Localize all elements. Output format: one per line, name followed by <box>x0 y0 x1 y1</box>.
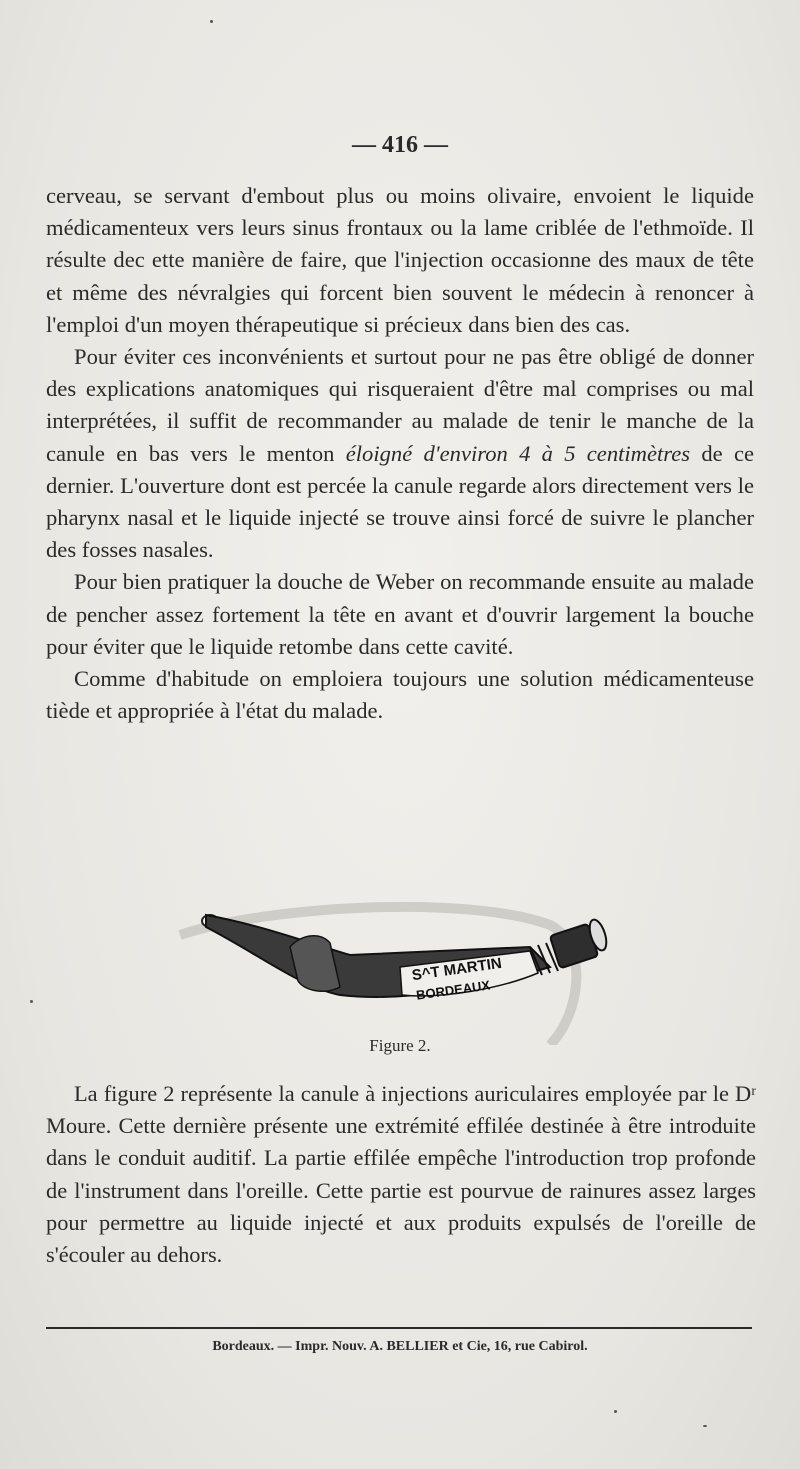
paragraph-2 <box>46 341 754 566</box>
paper-speck <box>703 1425 707 1427</box>
engraving-bordeaux: BORDEAUX <box>415 977 491 1003</box>
footer-rule <box>46 1327 752 1329</box>
page-number: — 416 — <box>352 132 448 158</box>
paragraph-2-text-before: Pour éviter ces inconvénients et surtout pour ne pas être obligé de donner des explications anatomiques qui risqueraient d'être mal comprises ou mal interprétées, il suffit de recommander au malade de tenir le manche de la canule en bas vers le menton <box>46 344 754 466</box>
paragraph-1: cerveau, se servant d'embout plus ou moins olivaire, envoient le liquide médicamenteux vers leurs sinus frontaux ou la lame criblée de l'ethmoïde. Il résulte dec ette manière de faire, que l'injection occasionne des maux de tête et même des névralgies qui forcent bien souvent le médecin à renoncer à l'emploi d'un moyen thérapeutique si précieux dans bien des cas. <box>46 183 754 337</box>
paper-speck <box>614 1410 617 1413</box>
body-text-top <box>46 180 754 727</box>
printer-imprint: Bordeaux. — Impr. Nouv. A. BELLIER et Cie, 16, rue Cabirol. <box>212 1339 588 1354</box>
cannula-flange <box>290 936 340 992</box>
engraving-st-martin: S^T MARTIN <box>410 954 503 985</box>
paragraph-3: Pour bien pratiquer la douche de Weber on recommande ensuite au malade de pencher assez fortement la tête en avant et d'ouvrir largement la bouche pour éviter que le liquide retombe dans cette cavité. <box>46 569 754 659</box>
cannula-drawing <box>150 895 650 1045</box>
paragraph-2-text-after: de ce dernier. L'ouverture dont est percée la canule regarde alors directement vers le pharynx nasal et le liquide injecté se trouve ainsi forcé de suivre le plancher des fosses nasales. <box>46 440 754 563</box>
paragraph-4: Comme d'habitude on emploiera toujours une solution médicamenteuse tiède et appropriée à l'état du malade. <box>46 666 754 724</box>
figure-caption: Figure 2. <box>369 1036 431 1055</box>
paper-speck <box>30 1000 33 1003</box>
body-text-bottom <box>46 1078 756 1271</box>
paper-speck <box>210 20 213 23</box>
paragraph-5: La figure 2 représente la canule à injections auriculaires employée par le Dʳ Moure. Cette dernière présente une extrémité effilée destinée à être introduite dans le conduit auditif. La partie effilée empêche l'introduction trop profonde de l'instrument dans l'oreille. Cette partie est pourvue de rainures assez larges pour permettre au liquide injecté et aux produits expulsés de l'oreille de s'écouler au dehors. <box>46 1081 756 1268</box>
paragraph-2-emphasis: éloigné d'environ 4 à 5 centimètres <box>345 440 691 466</box>
